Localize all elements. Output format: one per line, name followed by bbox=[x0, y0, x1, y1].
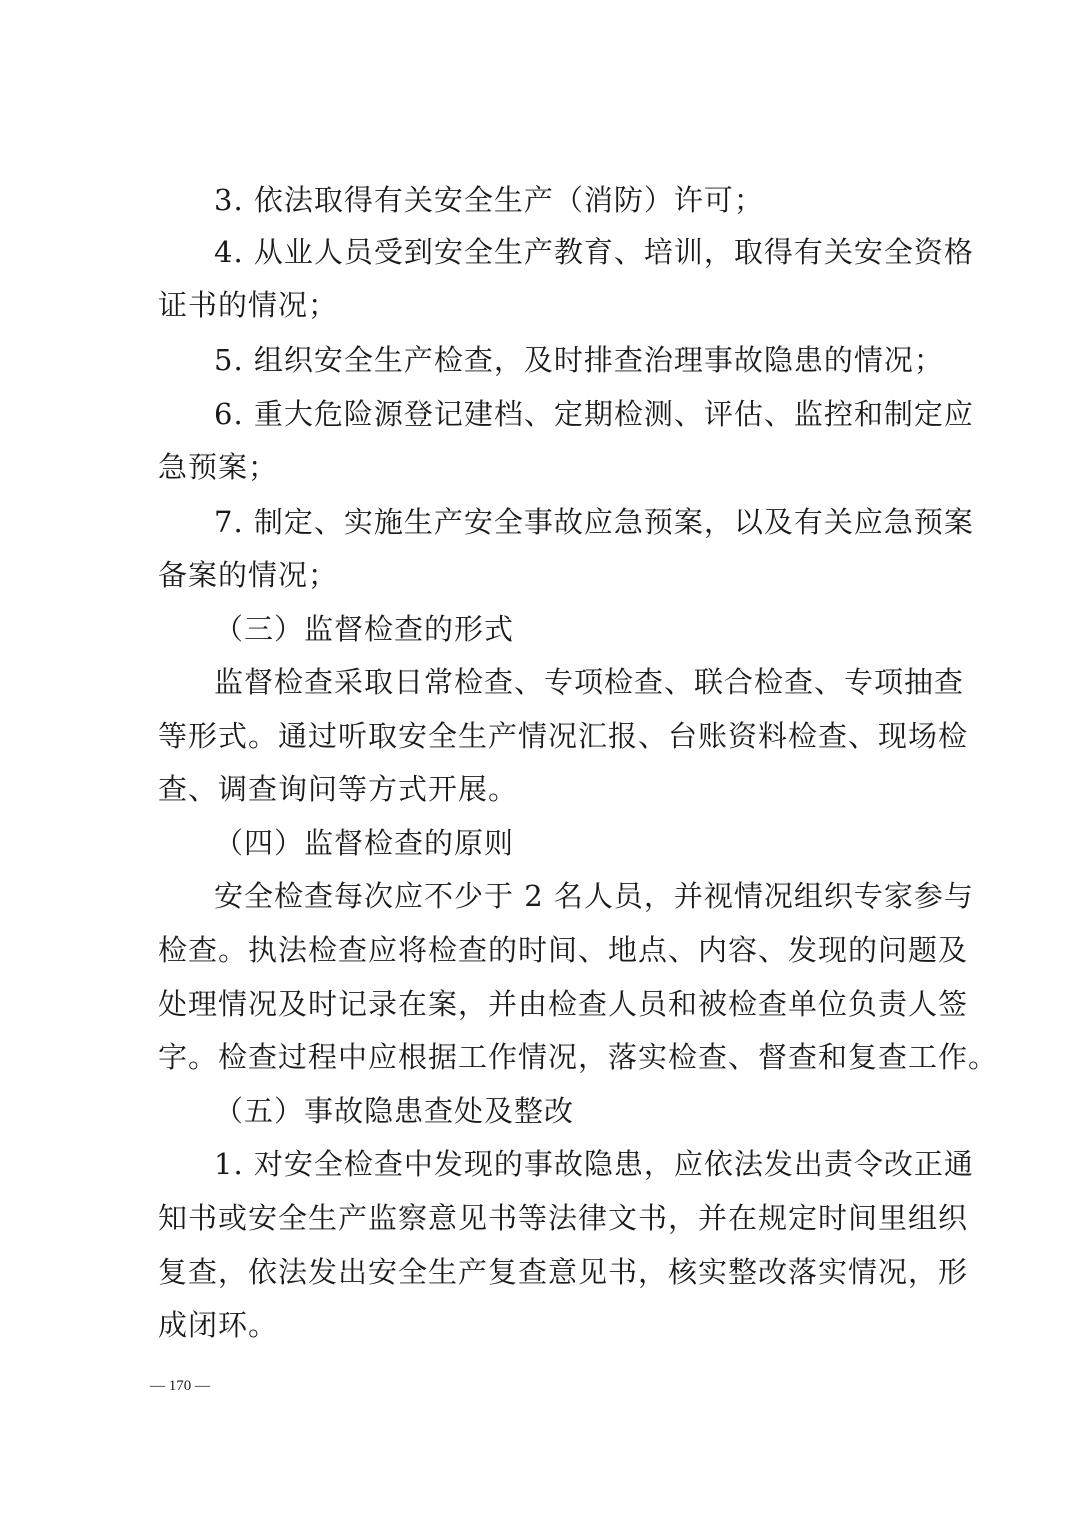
item-4-line-1: 4. 从业人员受到安全生产教育、培训，取得有关安全资格 bbox=[214, 235, 974, 269]
section-3-heading: （三）监督检查的形式 bbox=[214, 612, 515, 646]
section-5-item-1-line-2: 知书或安全生产监察意见书等法律文书，并在规定时间里组织 bbox=[158, 1201, 969, 1235]
item-3-line-1: 3. 依法取得有关安全生产（消防）许可； bbox=[214, 183, 764, 217]
item-4-line-2: 证书的情况； bbox=[158, 288, 339, 322]
section-4-paragraph-line-2: 检查。执法检查应将检查的时间、地点、内容、发现的问题及 bbox=[158, 933, 969, 967]
section-4-paragraph-line-1: 安全检查每次应不少于 2 名人员，并视情况组织专家参与 bbox=[214, 879, 974, 913]
section-5-heading: （五）事故隐患查处及整改 bbox=[214, 1094, 575, 1128]
section-5-item-1-line-1: 1. 对安全检查中发现的事故隐患，应依法发出责令改正通 bbox=[214, 1147, 974, 1181]
item-6-line-2: 急预案； bbox=[158, 450, 279, 484]
section-5-item-1-line-3: 复查，依法发出安全生产复查意见书，核实整改落实情况，形 bbox=[158, 1255, 969, 1289]
page-number: — 170 — bbox=[150, 1378, 210, 1394]
item-6-line-1: 6. 重大危险源登记建档、定期检测、评估、监控和制定应 bbox=[214, 397, 974, 431]
section-3-paragraph-line-2: 等形式。通过听取安全生产情况汇报、台账资料检查、现场检 bbox=[158, 719, 969, 753]
section-3-paragraph-line-1: 监督检查采取日常检查、专项检查、联合检查、专项抽查 bbox=[214, 665, 965, 699]
section-4-paragraph-line-3: 处理情况及时记录在案，并由检查人员和被检查单位负责人签 bbox=[158, 987, 969, 1021]
item-5-line-1: 5. 组织安全生产检查，及时排查治理事故隐患的情况； bbox=[214, 343, 944, 377]
section-4-heading: （四）监督检查的原则 bbox=[214, 826, 515, 860]
section-3-paragraph-line-3: 查、调查询问等方式开展。 bbox=[158, 772, 519, 806]
item-7-line-2: 备案的情况； bbox=[158, 558, 339, 592]
section-5-item-1-line-4: 成闭环。 bbox=[158, 1308, 279, 1342]
item-7-line-1: 7. 制定、实施生产安全事故应急预案，以及有关应急预案 bbox=[214, 505, 974, 539]
section-4-paragraph-line-4: 字。检查过程中应根据工作情况，落实检查、督查和复查工作。 bbox=[158, 1040, 999, 1074]
